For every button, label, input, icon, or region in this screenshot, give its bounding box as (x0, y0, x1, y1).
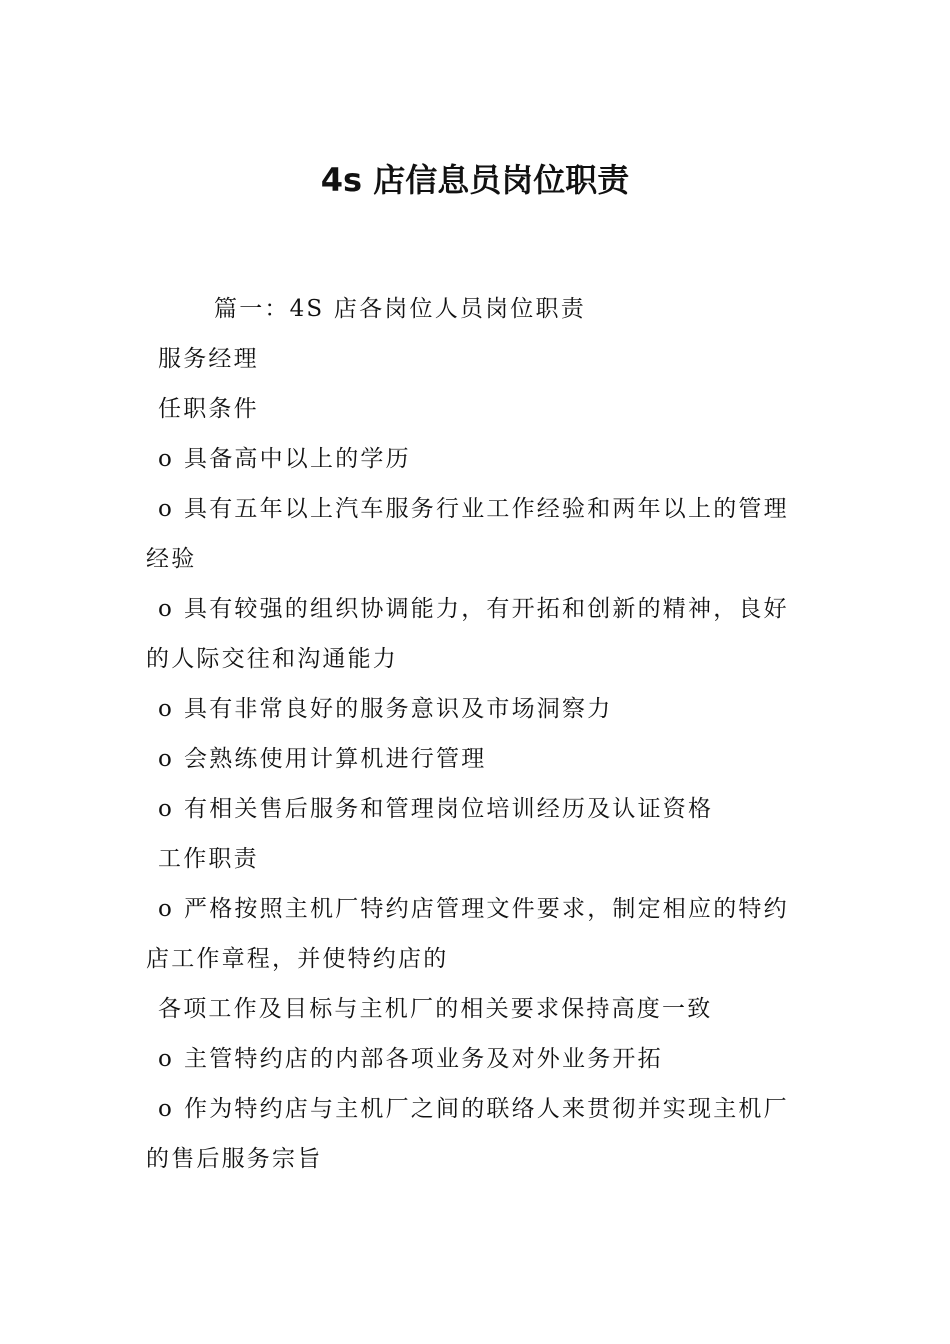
list-item-continuation: 店工作章程，并使特约店的 (146, 946, 449, 972)
list-item (146, 734, 811, 784)
list-item-text: 具备高中以上的学历 (184, 446, 411, 472)
subheading-service-manager: 服务经理 (158, 346, 259, 372)
subheading-duties: 工作职责 (158, 846, 259, 872)
subheading-qualifications: 任职条件 (158, 396, 259, 422)
list-item (146, 884, 811, 934)
list-item (146, 434, 811, 484)
bullet-icon: o (158, 1046, 175, 1072)
list-item-continuation: 经验 (146, 546, 197, 572)
document-body (146, 284, 811, 1184)
document-title: 4s 店信息员岗位职责 (320, 161, 630, 199)
bullet-icon: o (158, 796, 175, 822)
list-item (146, 1034, 811, 1084)
list-item (146, 1084, 811, 1134)
list-item-text: 主管特约店的内部各项业务及对外业务开拓 (184, 1046, 663, 1072)
list-item (146, 484, 811, 534)
list-item-continuation: 的售后服务宗旨 (146, 1146, 323, 1172)
section-heading: 篇一：4S 店各岗位人员岗位职责 (214, 296, 586, 322)
bullet-icon: o (158, 446, 175, 472)
bullet-icon: o (158, 696, 175, 722)
list-item-text: 具有非常良好的服务意识及市场洞察力 (184, 696, 613, 722)
list-item (146, 684, 811, 734)
list-item (146, 784, 811, 834)
list-item-text: 具有较强的组织协调能力，有开拓和创新的精神，良好 (184, 596, 789, 622)
list-item-text: 具有五年以上汽车服务行业工作经验和两年以上的管理 (184, 496, 789, 522)
bullet-icon: o (158, 1096, 175, 1122)
list-item-continuation: 的人际交往和沟通能力 (146, 646, 398, 672)
bullet-icon: o (158, 596, 175, 622)
bullet-icon: o (158, 746, 175, 772)
list-item-text: 会熟练使用计算机进行管理 (184, 746, 487, 772)
list-item-text: 有相关售后服务和管理岗位培训经历及认证资格 (184, 796, 714, 822)
bullet-icon: o (158, 496, 175, 522)
bullet-icon: o (158, 896, 175, 922)
list-item-text: 作为特约店与主机厂之间的联络人来贯彻并实现主机厂 (184, 1096, 789, 1122)
list-item (146, 584, 811, 634)
paragraph-line: 各项工作及目标与主机厂的相关要求保持高度一致 (158, 996, 713, 1022)
list-item-text: 严格按照主机厂特约店管理文件要求，制定相应的特约 (184, 896, 789, 922)
